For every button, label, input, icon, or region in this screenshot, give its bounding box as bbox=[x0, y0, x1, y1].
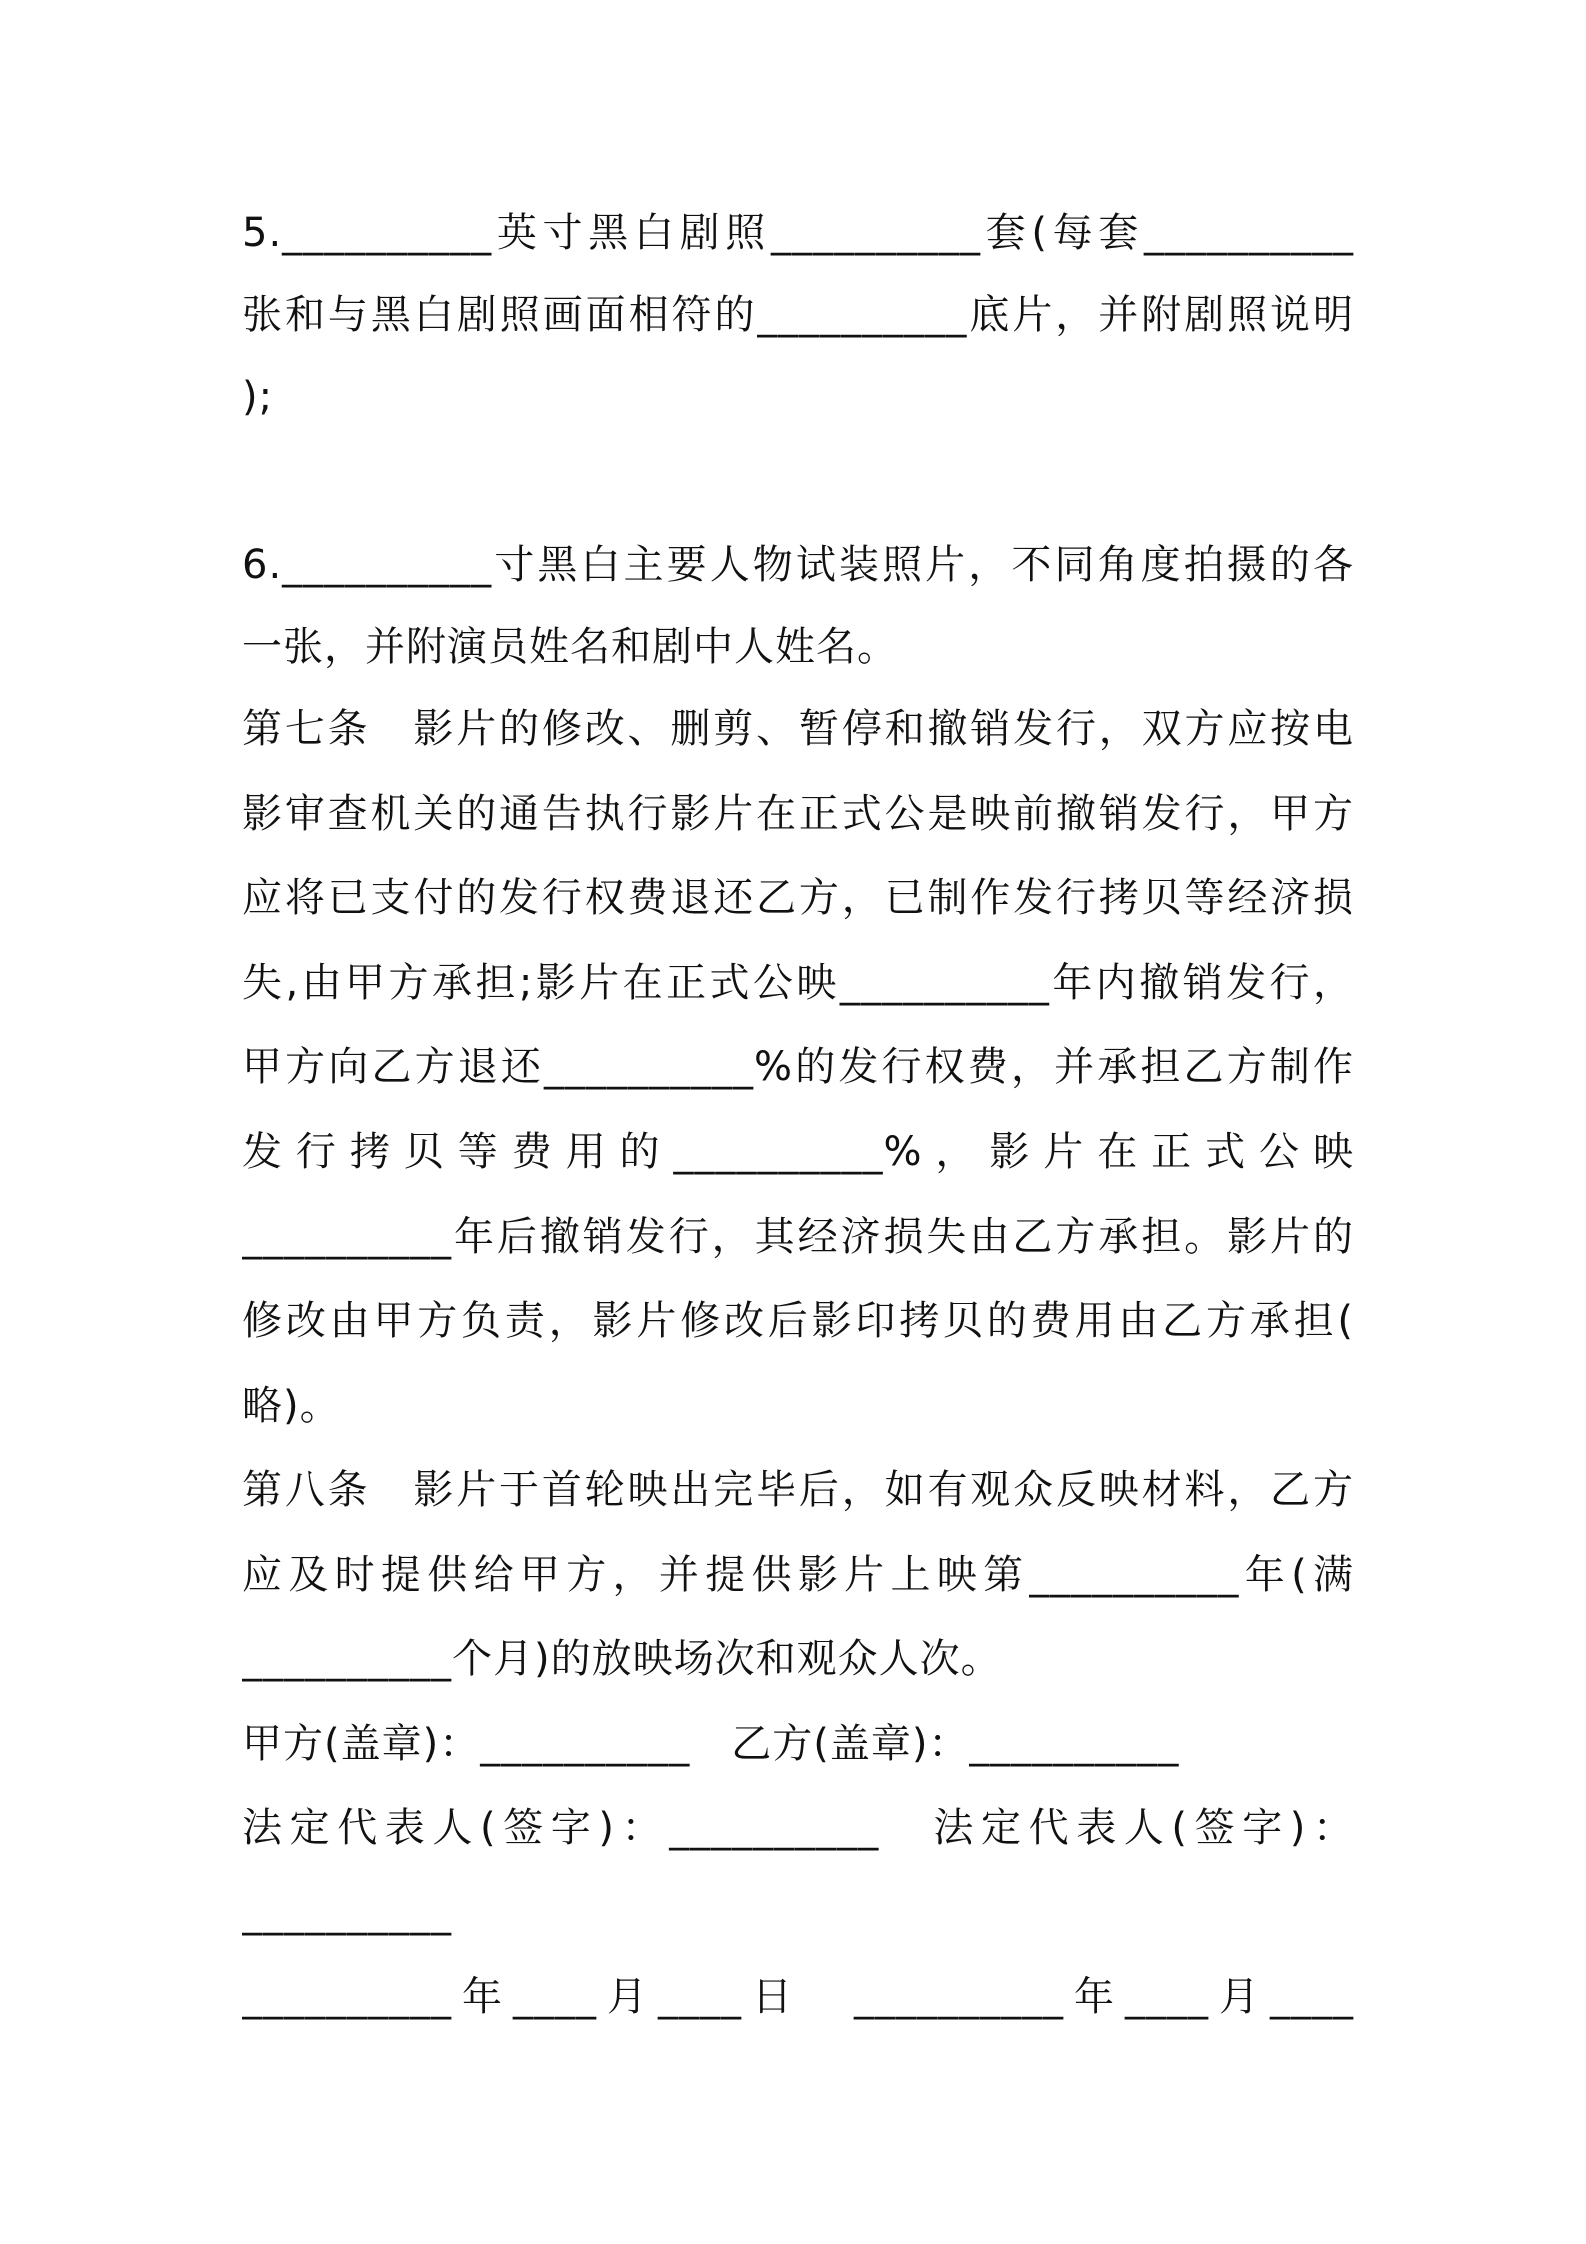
text-line: 应及时提供给甲方，并提供影片上映第__________年(满 bbox=[242, 1552, 1354, 1598]
text-line: ); bbox=[242, 374, 274, 420]
text-line: __________个月)的放映场次和观众人次。 bbox=[242, 1636, 1002, 1682]
text-line: 第七条 影片的修改、删剪、暂停和撤销发行，双方应按电 bbox=[242, 706, 1354, 752]
text-line: 略)。 bbox=[242, 1383, 341, 1429]
text-line: 修改由甲方负责，影片修改后影印拷贝的费用由乙方承担( bbox=[242, 1298, 1354, 1344]
text-line: 一张，并附演员姓名和剧中人姓名。 bbox=[242, 624, 898, 670]
text-line: 影审查机关的通告执行影片在正式公是映前撤销发行，甲方 bbox=[242, 791, 1354, 837]
signature-party-line: 甲方(盖章)：__________ 乙方(盖章)：__________ bbox=[242, 1721, 1180, 1767]
text-line: 应将已支付的发行权费退还乙方，已制作发行拷贝等经济损 bbox=[242, 875, 1354, 921]
signature-representative-line: 法定代表人(签字)：__________ 法定代表人(签字)： bbox=[242, 1805, 1354, 1851]
text-line: 发行拷贝等费用的__________%，影片在正式公映 bbox=[242, 1129, 1354, 1175]
text-line: 失,由甲方承担;影片在正式公映__________年内撤销发行， bbox=[242, 960, 1354, 1006]
text-line: 张和与黑白剧照画面相符的__________底片，并附剧照说明 bbox=[242, 292, 1354, 338]
text-line: 6.__________寸黑白主要人物试装照片，不同角度拍摄的各 bbox=[242, 542, 1354, 588]
text-line: 第八条 影片于首轮映出完毕后，如有观众反映材料，乙方 bbox=[242, 1467, 1354, 1513]
signature-blank-line: __________ bbox=[242, 1890, 452, 1936]
signature-date-line: __________年____月____日 __________年____月____ bbox=[242, 1974, 1354, 2020]
text-line: __________年后撤销发行，其经济损失由乙方承担。影片的 bbox=[242, 1214, 1354, 1260]
text-line: 5.__________英寸黑白剧照__________套(每套__________ bbox=[242, 210, 1354, 256]
text-line: 甲方向乙方退还__________%的发行权费，并承担乙方制作 bbox=[242, 1044, 1354, 1090]
